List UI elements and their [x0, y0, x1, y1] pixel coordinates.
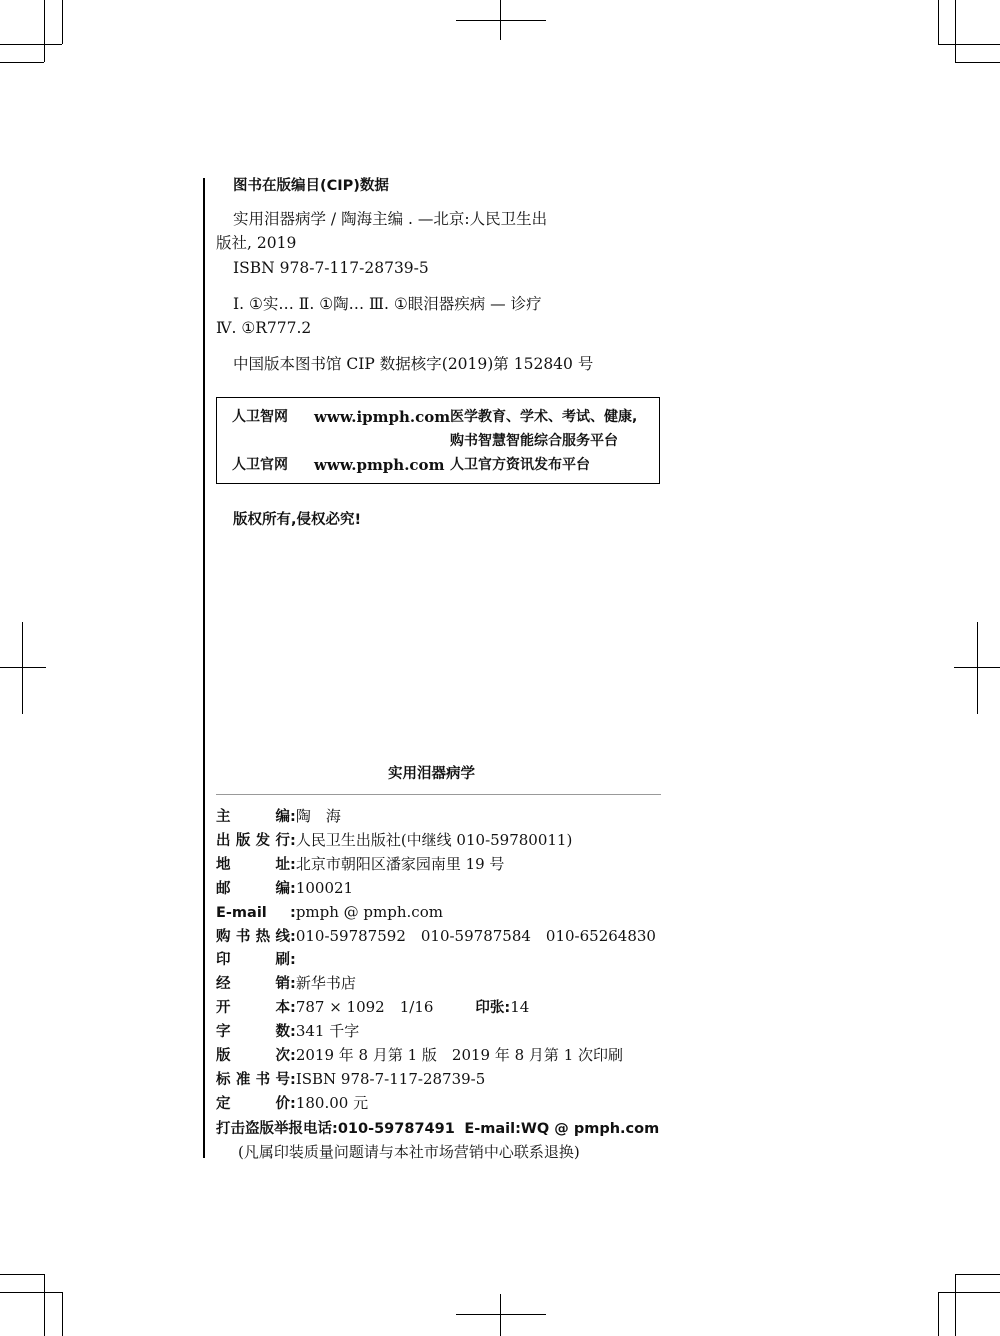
- colophon-value: 北京市朝阳区潘家园南里 19 号: [295, 854, 505, 873]
- colophon-colon: :: [290, 1000, 296, 1017]
- website-name-1: 人卫智网: [232, 409, 288, 425]
- cip-entry-line2: 版社, 2019: [216, 234, 297, 252]
- crop-mark: [456, 20, 546, 21]
- crop-mark: [22, 622, 23, 714]
- cip-isbn: ISBN 978-7-117-28739-5: [233, 259, 429, 277]
- colophon-colon: :: [290, 952, 296, 969]
- quality-note: (凡属印装质量问题请与本社市场营销中心联系退换): [238, 1143, 580, 1161]
- colophon-value: 2019 年 8 月第 1 版 2019 年 8 月第 1 次印刷: [295, 1046, 624, 1064]
- website-url-2[interactable]: www.pmph.com: [314, 456, 445, 474]
- colophon-value: 陶 海: [295, 807, 341, 825]
- colophon-value: 人民卫生出版社(中继线 010-59780011): [295, 830, 573, 849]
- colophon-label: 印刷: [216, 952, 290, 969]
- crop-mark: [0, 44, 62, 45]
- colophon-label: 字数: [216, 1024, 290, 1041]
- crop-mark: [44, 0, 45, 62]
- colophon-colon: :: [290, 856, 296, 873]
- crop-mark: [500, 1294, 501, 1336]
- book-title: 实用泪器病学: [388, 766, 475, 782]
- colophon-label: E-mail: [216, 904, 267, 921]
- colophon-colon: :: [290, 904, 296, 921]
- crop-mark: [0, 62, 44, 63]
- colophon-label: 购书热线: [216, 928, 290, 945]
- website-desc-2: 人卫官方资讯发布平台: [450, 457, 590, 473]
- website-desc-1b: 购书智慧智能综合服务平台: [450, 433, 618, 449]
- colophon-value: pmph @ pmph.com: [295, 902, 443, 921]
- crop-mark: [62, 0, 63, 44]
- colophon-colon: :: [290, 880, 296, 897]
- piracy-line: [216, 1118, 659, 1139]
- colophon-row: [216, 830, 572, 851]
- colophon-value: 341 千字: [295, 1022, 360, 1041]
- cip-number: 中国版本图书馆 CIP 数据核字(2019)第 152840 号: [233, 355, 594, 373]
- colophon-value: 010-59787592 010-59787584 010-65264830: [295, 926, 656, 945]
- cip-heading: 图书在版编目(CIP)数据: [233, 178, 389, 194]
- colophon-label: 版次: [216, 1048, 290, 1064]
- cip-subject-line1: Ⅰ. ①实… Ⅱ. ①陶… Ⅲ. ①眼泪器疾病 — 诊疗: [233, 295, 542, 313]
- colophon-label: 邮编: [216, 880, 290, 897]
- piracy-email-label: E-mail:: [464, 1121, 521, 1137]
- colophon-row: [216, 1069, 485, 1090]
- colophon-label: 标准书号: [216, 1071, 290, 1088]
- crop-mark: [955, 0, 956, 62]
- colophon-colon: :: [290, 976, 296, 993]
- colophon-row: [216, 973, 356, 994]
- colophon-colon: :: [290, 1071, 296, 1088]
- crop-mark: [456, 1314, 546, 1315]
- colophon-colon: :: [290, 809, 296, 825]
- crop-mark: [955, 1274, 956, 1336]
- crop-mark: [977, 622, 978, 714]
- colophon-row: [216, 878, 353, 899]
- crop-mark: [44, 1274, 45, 1336]
- crop-mark: [62, 1292, 63, 1336]
- colophon-row: [216, 926, 656, 947]
- copyright-notice: 版权所有,侵权必究!: [233, 512, 362, 528]
- colophon-label: 主编: [216, 809, 290, 825]
- colophon-value: 787 × 1092 1/16: [295, 998, 434, 1017]
- colophon-value: ISBN 978-7-117-28739-5: [295, 1069, 486, 1088]
- colophon-label: 地址: [216, 856, 290, 873]
- crop-mark: [938, 44, 1000, 45]
- colophon-row: [216, 1093, 368, 1114]
- colophon-colon: :: [504, 1000, 511, 1017]
- crop-mark: [0, 1292, 62, 1293]
- website-name-2: 人卫官网: [232, 457, 288, 473]
- colophon-row: [216, 997, 529, 1018]
- colophon-extra-label: 印张: [475, 1000, 505, 1017]
- colophon-colon: :: [290, 1095, 296, 1112]
- website-url-1[interactable]: www.ipmph.com: [314, 408, 451, 426]
- colophon-colon: :: [290, 928, 296, 945]
- colophon-value: 180.00 元: [295, 1093, 369, 1112]
- crop-mark: [938, 1292, 1000, 1293]
- colophon-value: 新华书店: [295, 974, 356, 993]
- piracy-phone: 010-59787491: [337, 1121, 455, 1137]
- website-box: [216, 397, 660, 484]
- colophon-row: [216, 1045, 623, 1066]
- colophon-label: 出版发行: [216, 832, 290, 849]
- colophon-row: [216, 902, 443, 923]
- colophon-row: [216, 806, 341, 827]
- colophon-label: 定价: [216, 1095, 290, 1112]
- colophon-colon: :: [290, 1024, 296, 1041]
- colophon-value: 100021: [295, 878, 354, 897]
- colophon-colon: :: [290, 832, 296, 849]
- cip-entry-line1: 实用泪器病学 / 陶海主编 . —北京:人民卫生出: [233, 210, 548, 228]
- colophon-row: [216, 1021, 359, 1042]
- piracy-label: 打击盗版举报电话:: [216, 1121, 338, 1137]
- crop-mark: [938, 1292, 939, 1336]
- crop-mark: [0, 1274, 44, 1275]
- website-desc-1: 医学教育、学术、考试、健康,: [450, 409, 638, 425]
- crop-mark: [954, 667, 1000, 668]
- crop-mark: [938, 0, 939, 44]
- colophon-row: [216, 854, 504, 875]
- piracy-email: WQ @ pmph.com: [520, 1121, 660, 1137]
- colophon-label: 经销: [216, 976, 290, 993]
- cip-subject-line2: Ⅳ. ①R777.2: [216, 319, 312, 337]
- crop-mark: [955, 1274, 1000, 1275]
- colophon-row: [216, 949, 296, 970]
- crop-mark: [955, 62, 1000, 63]
- colophon-extra-value: 14: [510, 998, 530, 1017]
- gutter-line: [203, 178, 205, 1158]
- title-rule: [216, 794, 661, 795]
- colophon-colon: :: [290, 1048, 296, 1064]
- colophon-label: 开本: [216, 1000, 290, 1017]
- crop-mark: [0, 667, 46, 668]
